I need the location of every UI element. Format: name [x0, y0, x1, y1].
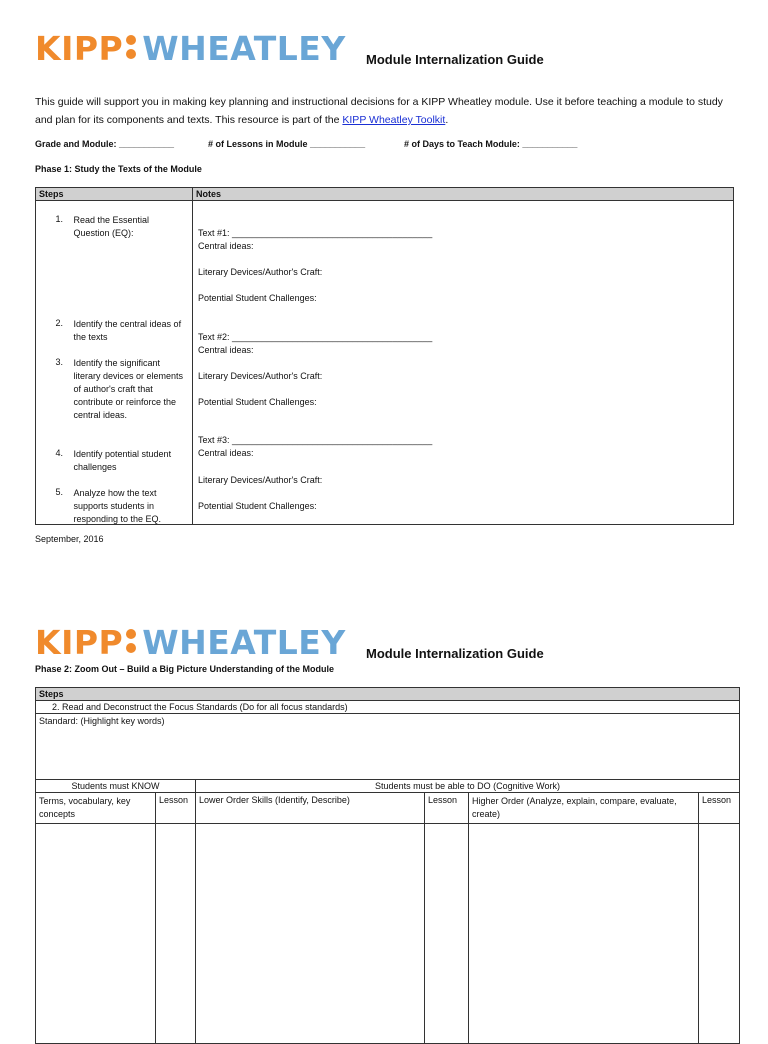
- col-lesson-3: Lesson: [699, 793, 740, 824]
- page-title: Module Internalization Guide: [366, 52, 544, 67]
- phase2-title: Phase 2: Zoom Out – Build a Big Picture Understanding of the Module: [35, 664, 335, 674]
- logo-wheatley: WHEATLEY: [142, 623, 346, 662]
- step-number: 1.: [55, 213, 64, 224]
- step-text: Analyze how the text supports students in responding to the EQ.: [73, 487, 162, 524]
- kipp-wheatley-logo-2: [35, 623, 346, 662]
- phase2-table: [35, 687, 740, 1044]
- central-ideas-3: Central ideas:: [198, 448, 254, 458]
- steps-cell: [36, 201, 193, 525]
- text1-line: Text #1: ________________________________________: [198, 228, 433, 238]
- kipp-wheatley-logo: [35, 29, 346, 68]
- lesson-entry-1[interactable]: [156, 824, 196, 1044]
- literary-3: Literary Devices/Author's Craft:: [198, 475, 323, 485]
- footer-date: September, 2016: [35, 534, 104, 544]
- step-1: [56, 214, 186, 240]
- step-3: [56, 357, 186, 422]
- col-notes-header: Notes: [193, 188, 734, 201]
- grade-module-field[interactable]: Grade and Module: ___________: [35, 139, 175, 149]
- terms-entry[interactable]: [36, 824, 156, 1044]
- step-text: Identify potential student challenges: [73, 448, 172, 472]
- step-number: 5.: [55, 486, 64, 497]
- intro-text: This guide will support you in making key planning and instructional decisions for a KIPP Wheatley module. Use it before teaching a module to study and plan for its components and texts. This resource is part of the: [35, 96, 723, 126]
- page-title-2: Module Internalization Guide: [366, 646, 544, 661]
- literary-2: Literary Devices/Author's Craft:: [198, 371, 323, 381]
- col-lesson-2: Lesson: [425, 793, 469, 824]
- col-higher: Higher Order (Analyze, explain, compare, evaluate, create): [469, 793, 699, 824]
- lower-entry[interactable]: [196, 824, 425, 1044]
- intro-paragraph: [35, 93, 735, 129]
- notes-cell[interactable]: [193, 201, 734, 525]
- col-steps-header: Steps: [36, 188, 193, 201]
- logo-colon-icon: [125, 34, 139, 60]
- col-lesson-1: Lesson: [156, 793, 196, 824]
- phase1-title: Phase 1: Study the Texts of the Module: [35, 164, 202, 174]
- step-5: [56, 487, 186, 526]
- step-text: Read the Essential Question (EQ):: [73, 214, 150, 238]
- step2-row: 2. Read and Deconstruct the Focus Standards (Do for all focus standards): [36, 701, 740, 714]
- step-text: Identify the significant literary devices or elements of author's craft that contribute or reinforce the central ideas.: [73, 357, 184, 420]
- text3-line: Text #3: ________________________________________: [198, 435, 433, 445]
- challenges-1: Potential Student Challenges:: [198, 293, 317, 303]
- lesson-entry-3[interactable]: [699, 824, 740, 1044]
- steps-header: Steps: [36, 688, 740, 701]
- text2-line: Text #2: ________________________________________: [198, 332, 433, 342]
- challenges-3: Potential Student Challenges:: [198, 501, 317, 511]
- higher-entry[interactable]: [469, 824, 699, 1044]
- do-header: Students must be able to DO (Cognitive Work): [196, 780, 740, 793]
- central-ideas-2: Central ideas:: [198, 345, 254, 355]
- know-header: Students must KNOW: [36, 780, 196, 793]
- logo-kipp: KIPP: [35, 29, 124, 68]
- lessons-field[interactable]: # of Lessons in Module ___________: [208, 139, 366, 149]
- logo-kipp: KIPP: [35, 623, 124, 662]
- step-2: [56, 318, 190, 344]
- literary-1: Literary Devices/Author's Craft:: [198, 267, 323, 277]
- col-lower: Lower Order Skills (Identify, Describe): [196, 793, 425, 824]
- step-number: 3.: [55, 356, 64, 367]
- logo-colon-icon: [125, 628, 139, 654]
- challenges-2: Potential Student Challenges:: [198, 397, 317, 407]
- central-ideas-1: Central ideas:: [198, 241, 254, 251]
- phase1-table: [35, 187, 734, 525]
- col-terms: Terms, vocabulary, key concepts: [36, 793, 156, 824]
- lesson-entry-2[interactable]: [425, 824, 469, 1044]
- step-number: 2.: [55, 317, 64, 328]
- step-text: Identify the central ideas of the texts: [73, 318, 182, 342]
- step-4: [56, 448, 186, 474]
- intro-end: .: [445, 114, 449, 126]
- step-number: 4.: [55, 447, 64, 458]
- toolkit-link[interactable]: KIPP Wheatley Toolkit: [342, 114, 446, 126]
- days-field[interactable]: # of Days to Teach Module: ___________: [404, 139, 578, 149]
- logo-wheatley: WHEATLEY: [142, 29, 346, 68]
- standard-cell[interactable]: Standard: (Highlight key words): [36, 714, 740, 780]
